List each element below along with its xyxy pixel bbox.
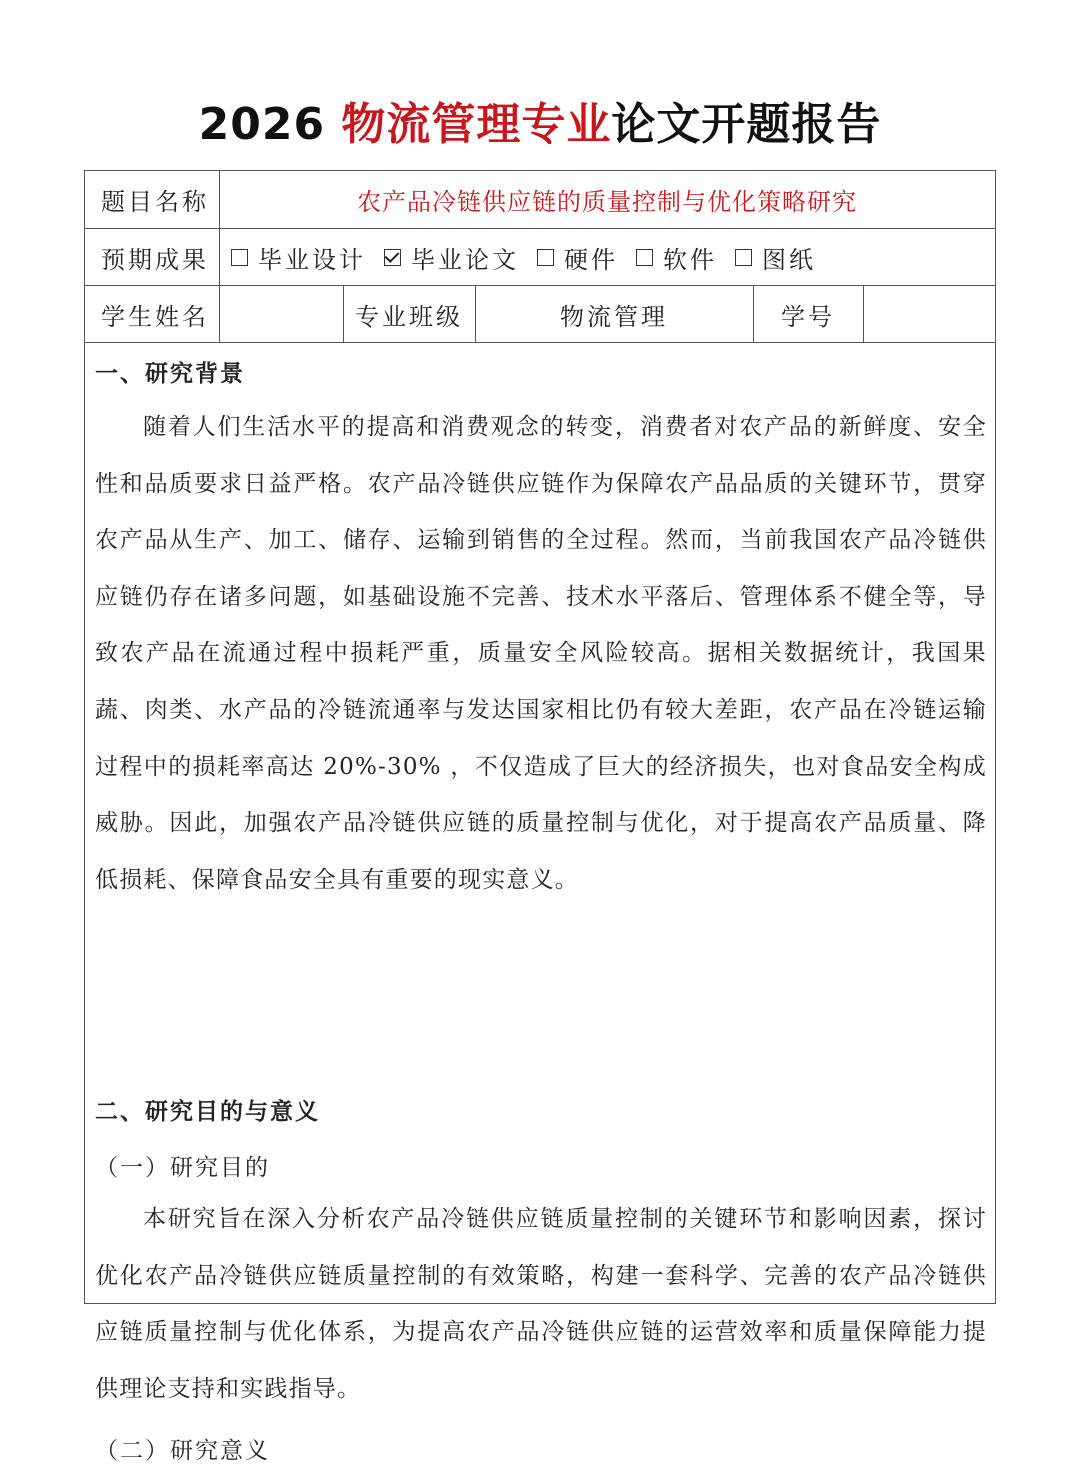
topic-row <box>85 171 995 229</box>
subsection-heading-significance: （二）研究意义 <box>95 1438 270 1464</box>
student-info-row <box>85 286 995 343</box>
outcome-options <box>219 229 995 285</box>
purpose-paragraph: 本研究旨在深入分析农产品冷链供应链质量控制的关键环节和影响因素，探讨优化农产品冷链供应链质量控制的有效策略，构建一套科学、完善的农产品冷链供应链质量控制与优化体系，为提高农产品冷链供应链的运营效率和质量保障能力提供理论支持和实践指导。 <box>95 1206 987 1402</box>
outcome-option-design[interactable]: 毕业设计 <box>231 240 366 275</box>
section-heading-background: 一、研究背景 <box>95 360 245 387</box>
topic-label: 题目名称 <box>101 188 209 216</box>
background-paragraph: 随着人们生活水平的提高和消费观念的转变，消费者对农产品的新鲜度、安全性和品质要求日益严格。农产品冷链供应链作为保障农产品品质的关键环节，贯穿农产品从生产、加工、储存、运输到销售的全过程。然而，当前我国农产品冷链供应链仍存在诸多问题，如基础设施不完善、技术水平落后、管理体系不健全等，导致农产品在流通过程中损耗严重，质量安全风险较高。据相关数据统计，我国果蔬、肉类、水产品的冷链流通率与发达国家相比仍有较大差距，农产品在冷链运输过程中的损耗率高达 20%-30% ，不仅造成了巨大的经济损失，也对食品安全构成威胁。因此，加强农产品冷链供应链的质量控制与优化，对于提高农产品质量、降低损耗、保障食品安全具有重要的现实意义。 <box>95 414 987 893</box>
major-class-value: 物流管理 <box>560 302 668 331</box>
outcome-row <box>85 229 995 286</box>
subsection-heading-purpose: （一）研究目的 <box>95 1155 270 1181</box>
outcome-option-drawing[interactable]: 图纸 <box>735 240 816 275</box>
outcome-option-thesis[interactable]: 毕业论文 <box>384 240 519 275</box>
student-id-label: 学号 <box>781 302 835 331</box>
student-id-value[interactable] <box>863 286 995 342</box>
proposal-form <box>84 170 996 1464</box>
checkbox-icon[interactable] <box>636 249 653 266</box>
title-year: 2026 <box>198 99 342 150</box>
outcome-option-hardware[interactable]: 硬件 <box>537 240 618 275</box>
checkbox-checked-icon[interactable] <box>384 249 401 266</box>
outcome-label: 预期成果 <box>101 245 209 274</box>
title-report-type: 论文开题报告 <box>611 99 882 150</box>
checkbox-icon[interactable] <box>735 249 752 266</box>
page-title <box>0 88 1080 152</box>
topic-value: 农产品冷链供应链的质量控制与优化策略研究 <box>357 188 857 216</box>
major-class-label: 专业班级 <box>355 302 463 331</box>
section-heading-purpose: 二、研究目的与意义 <box>95 1098 320 1125</box>
student-name-label: 学生姓名 <box>101 302 209 331</box>
checkbox-icon[interactable] <box>537 249 554 266</box>
checkbox-icon[interactable] <box>231 249 248 266</box>
title-major: 物流管理专业 <box>341 99 612 150</box>
student-name-value[interactable] <box>219 286 343 342</box>
outcome-option-software[interactable]: 软件 <box>636 240 717 275</box>
